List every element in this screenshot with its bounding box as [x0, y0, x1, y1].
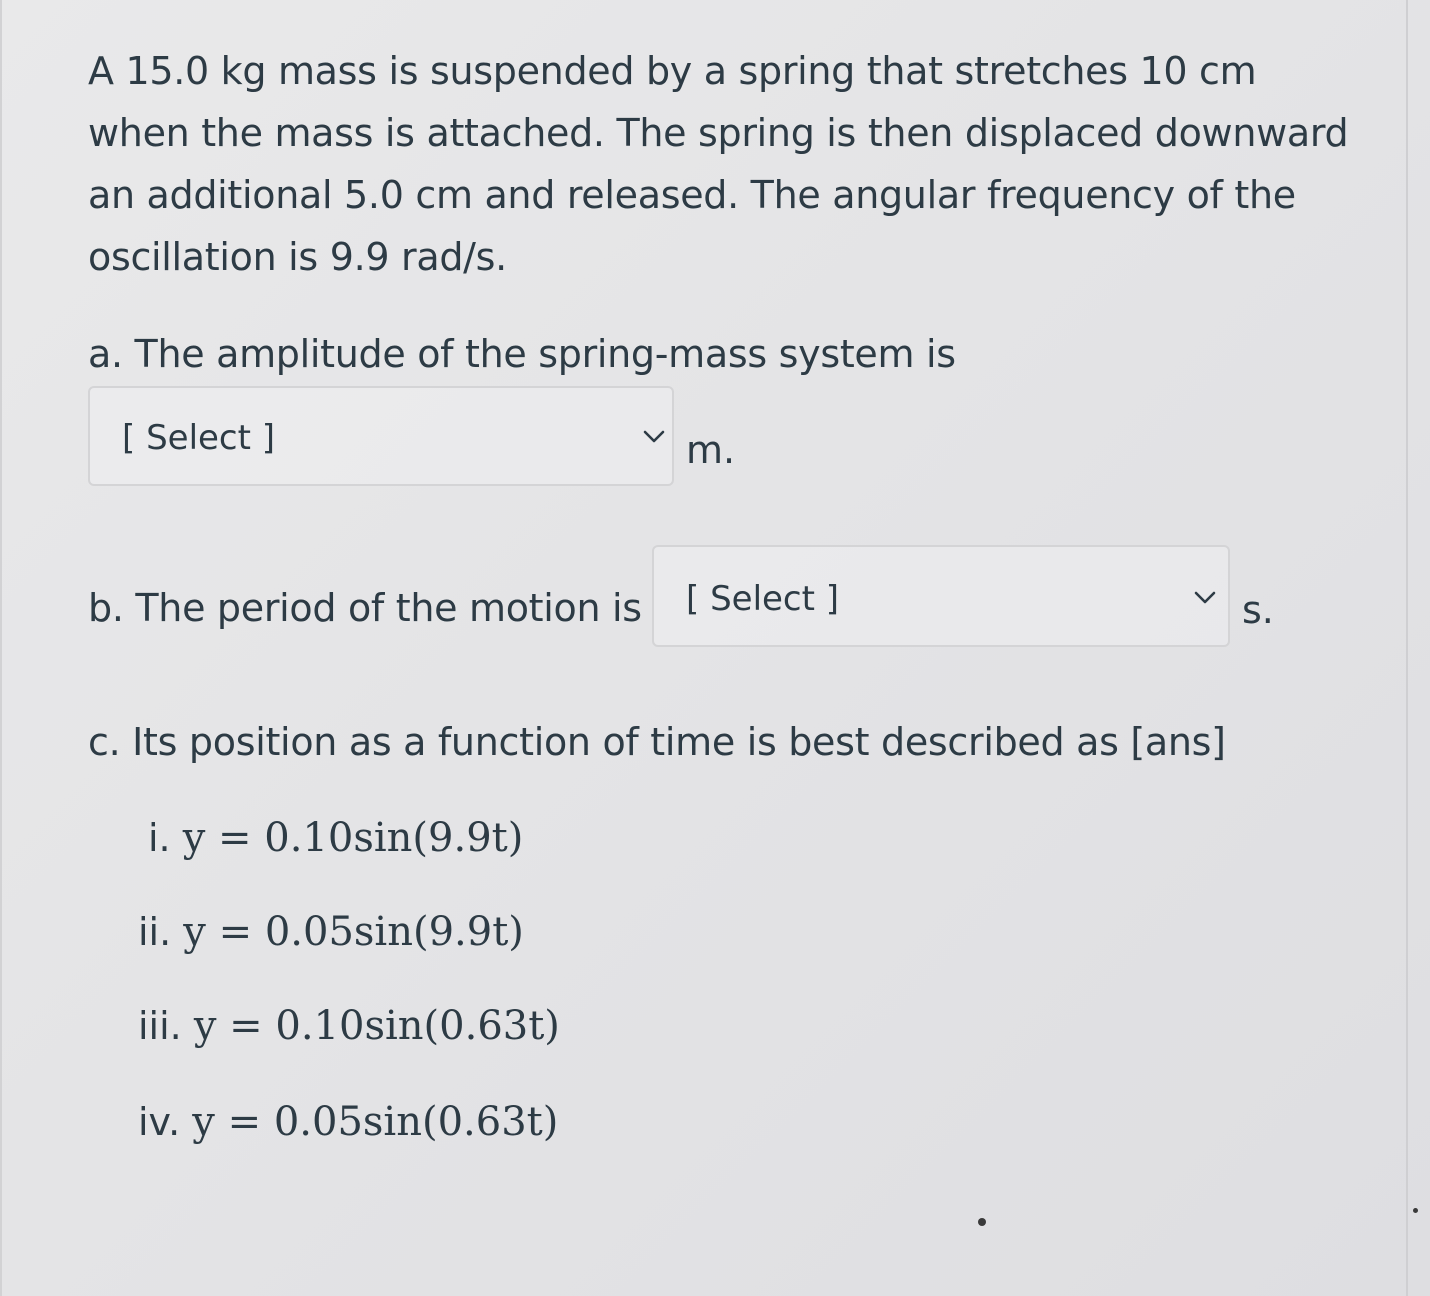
question-text: A 15.0 kg mass is suspended by a spring that stretches 10 cm when the mass is attached. The spring is then displaced downward an additional 5.0 cm and released. The angular frequency of the oscillation is 9.9 rad/s.	[88, 49, 1349, 279]
chevron-down-icon	[643, 430, 665, 444]
option-iv	[138, 1098, 558, 1146]
part-a-label: a. The amplitude of the spring-mass system is	[88, 332, 956, 376]
period-select-value: [ Select ]	[686, 579, 840, 619]
option-equation: y = 0.10sin(0.63t)	[193, 1003, 560, 1049]
amplitude-select-value: [ Select ]	[122, 418, 276, 458]
chevron-down-icon	[1194, 591, 1216, 605]
option-number: ii.	[138, 910, 172, 954]
part-c-label: c. Its position as a function of time is best described as [ans]	[88, 720, 1226, 764]
option-equation: y = 0.05sin(0.63t)	[192, 1099, 559, 1145]
option-number: iii.	[138, 1004, 182, 1048]
amplitude-select[interactable]	[88, 386, 674, 486]
option-ii	[138, 908, 524, 956]
period-unit: s.	[1242, 588, 1274, 632]
speck	[978, 1218, 986, 1226]
option-number: i.	[148, 816, 171, 860]
option-equation: y = 0.05sin(9.9t)	[183, 909, 524, 955]
option-number: iv.	[138, 1100, 181, 1144]
period-select[interactable]	[652, 545, 1230, 647]
part-b-label: b. The period of the motion is	[88, 586, 642, 630]
amplitude-unit: m.	[686, 428, 736, 472]
option-i	[148, 814, 523, 862]
option-equation: y = 0.10sin(9.9t)	[182, 815, 524, 861]
option-iii	[138, 1002, 560, 1050]
speck	[1413, 1208, 1418, 1213]
